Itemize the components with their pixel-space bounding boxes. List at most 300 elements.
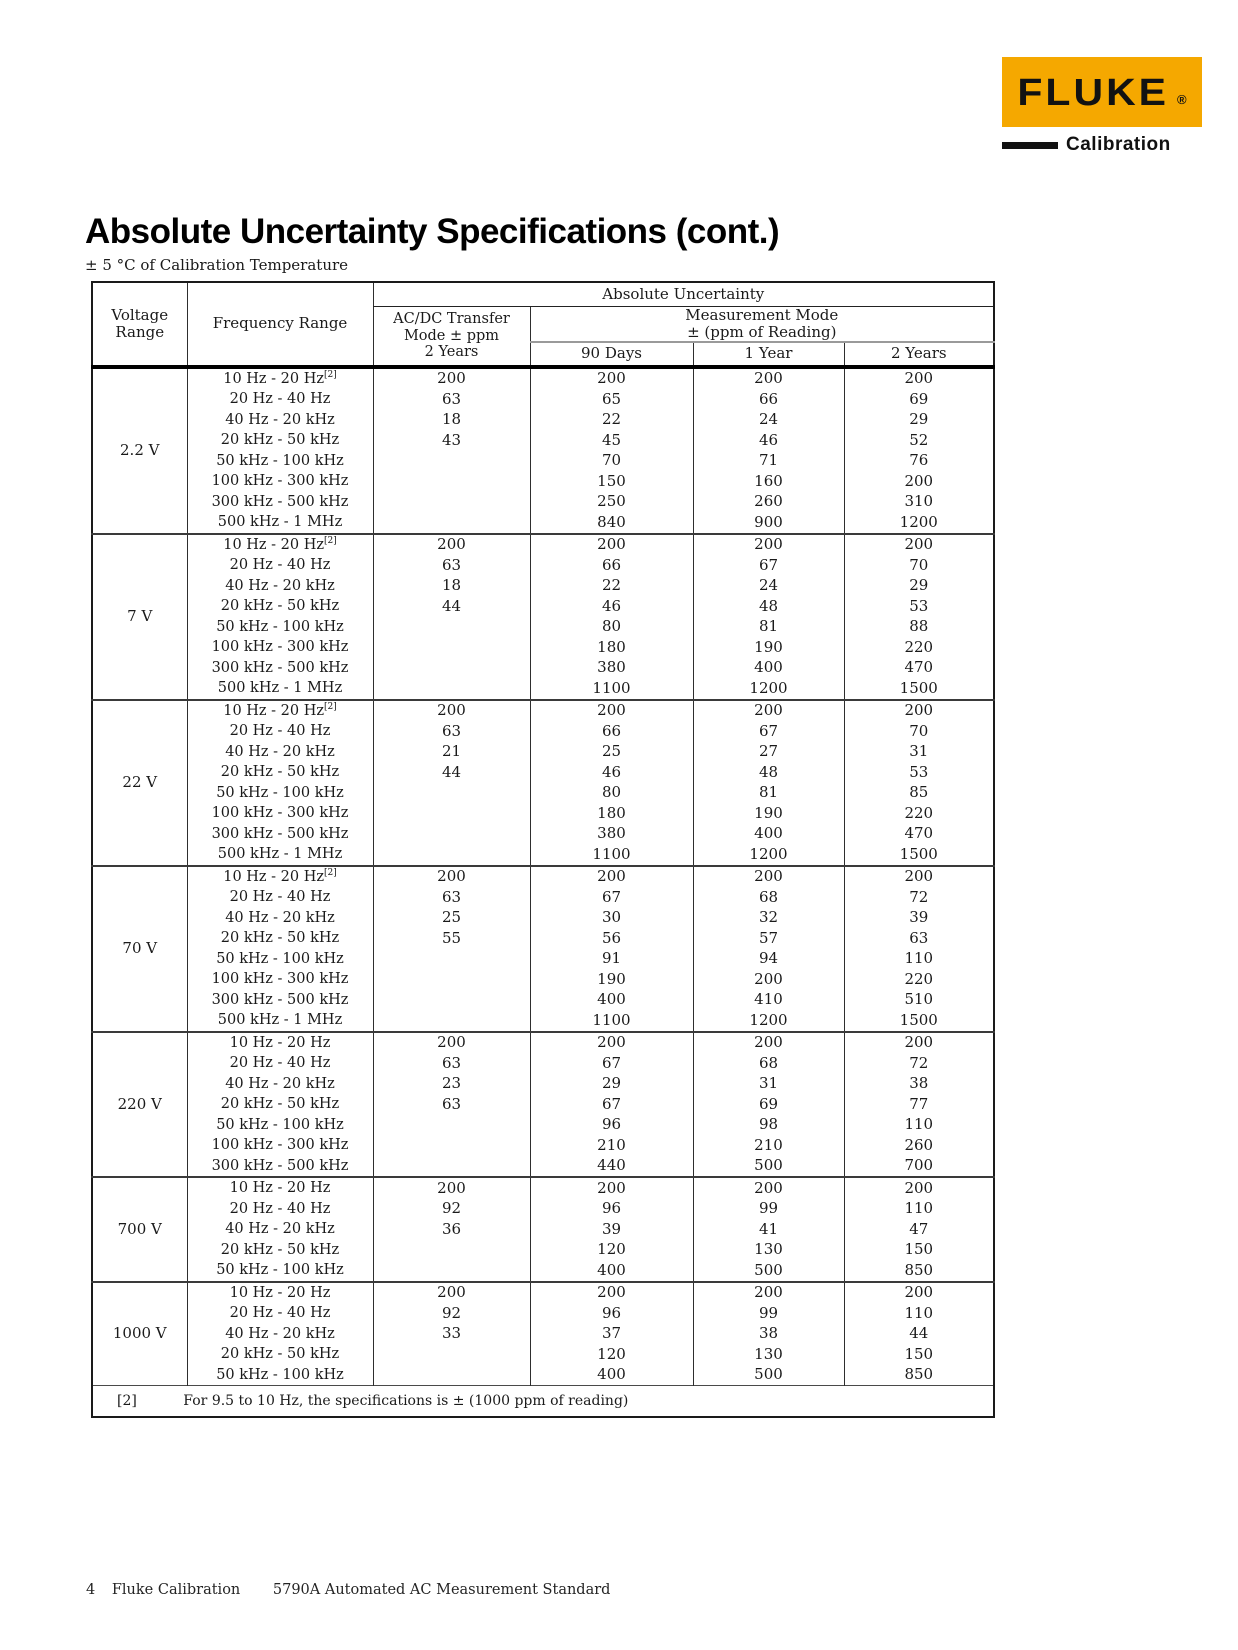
90-days-value: 1100 <box>530 844 693 866</box>
table-row <box>92 1053 994 1074</box>
1-year-value: 71 <box>693 451 844 472</box>
frequency-range-cell: 20 kHz - 50 kHz <box>187 1240 373 1261</box>
90-days-value: 380 <box>530 658 693 679</box>
acdc-header-line2: Mode ± ppm <box>403 327 500 344</box>
table-row <box>92 844 994 866</box>
1-year-value: 99 <box>693 1303 844 1324</box>
acdc-transfer-value <box>373 1365 530 1386</box>
frequency-range-cell: 100 kHz - 300 kHz <box>187 969 373 990</box>
90-days-value: 67 <box>530 1053 693 1074</box>
acdc-transfer-value <box>373 824 530 845</box>
page-footer <box>86 1582 610 1598</box>
footnote-reference: [2] <box>324 701 337 712</box>
2-years-value: 110 <box>844 1115 994 1136</box>
acdc-transfer-value: 44 <box>373 596 530 617</box>
1-year-value: 48 <box>693 596 844 617</box>
frequency-range-cell: 100 kHz - 300 kHz <box>187 471 373 492</box>
1-year-value: 1200 <box>693 844 844 866</box>
2-years-value: 220 <box>844 637 994 658</box>
table-row <box>92 949 994 970</box>
frequency-range-cell: 20 Hz - 40 Hz <box>187 1053 373 1074</box>
table-row <box>92 1156 994 1178</box>
table-row <box>92 1303 994 1324</box>
1-year-value: 38 <box>693 1324 844 1345</box>
voltage-range-cell: 700 V <box>92 1177 187 1282</box>
frequency-range-cell: 20 kHz - 50 kHz <box>187 1094 373 1115</box>
footnote-row <box>92 1386 994 1418</box>
90-days-value: 96 <box>530 1199 693 1220</box>
frequency-range-cell: 20 kHz - 50 kHz <box>187 928 373 949</box>
1-year-value: 81 <box>693 783 844 804</box>
frequency-range-cell: 100 kHz - 300 kHz <box>187 803 373 824</box>
frequency-range-cell: 20 kHz - 50 kHz <box>187 430 373 451</box>
1-year-value: 200 <box>693 969 844 990</box>
acdc-transfer-value: 200 <box>373 1032 530 1054</box>
frequency-range-cell: 500 kHz - 1 MHz <box>187 1010 373 1032</box>
1-year-value: 27 <box>693 742 844 763</box>
90-days-value: 30 <box>530 908 693 929</box>
table-row <box>92 617 994 638</box>
frequency-range-cell: 40 Hz - 20 kHz <box>187 908 373 929</box>
90-days-value: 67 <box>530 1094 693 1115</box>
frequency-range-cell: 500 kHz - 1 MHz <box>187 512 373 534</box>
voltage-range-cell: 2.2 V <box>92 367 187 534</box>
table-row <box>92 803 994 824</box>
acdc-transfer-value <box>373 844 530 866</box>
acdc-transfer-value: 200 <box>373 1282 530 1304</box>
absolute-uncertainty-header: Absolute Uncertainty <box>373 282 994 307</box>
acdc-transfer-value <box>373 658 530 679</box>
table-row <box>92 990 994 1011</box>
table-row <box>92 637 994 658</box>
acdc-transfer-value: 23 <box>373 1074 530 1095</box>
table-row <box>92 512 994 534</box>
90-days-value: 29 <box>530 1074 693 1095</box>
table-row <box>92 389 994 410</box>
frequency-range-cell: 300 kHz - 500 kHz <box>187 658 373 679</box>
2-years-value: 29 <box>844 576 994 597</box>
frequency-range-cell: 20 kHz - 50 kHz <box>187 1344 373 1365</box>
absolute-uncertainty-table <box>91 281 995 1418</box>
fluke-logo-box <box>1002 57 1202 127</box>
acdc-transfer-value <box>373 451 530 472</box>
table-row <box>92 492 994 513</box>
1-year-value: 99 <box>693 1199 844 1220</box>
measurement-mode-line2: ± (ppm of Reading) <box>687 322 837 341</box>
frequency-range-cell: 20 Hz - 40 Hz <box>187 389 373 410</box>
frequency-range-cell: 50 kHz - 100 kHz <box>187 617 373 638</box>
2-years-value: 88 <box>844 617 994 638</box>
1-year-value: 67 <box>693 721 844 742</box>
acdc-transfer-value: 63 <box>373 1053 530 1074</box>
1-year-value: 68 <box>693 1053 844 1074</box>
acdc-transfer-value: 44 <box>373 762 530 783</box>
2-years-value: 150 <box>844 1344 994 1365</box>
table-row <box>92 1260 994 1282</box>
acdc-transfer-value <box>373 1010 530 1032</box>
table-row <box>92 451 994 472</box>
acdc-transfer-value: 36 <box>373 1219 530 1240</box>
table-row <box>92 1177 994 1199</box>
acdc-transfer-value: 18 <box>373 576 530 597</box>
90-days-value: 80 <box>530 783 693 804</box>
2-years-value: 200 <box>844 866 994 888</box>
frequency-range-cell: 500 kHz - 1 MHz <box>187 678 373 700</box>
2-years-value: 200 <box>844 367 994 390</box>
2-years-value: 44 <box>844 1324 994 1345</box>
table-row <box>92 367 994 390</box>
acdc-header-line1: AC/DC Transfer <box>393 311 510 328</box>
frequency-range-cell: 20 Hz - 40 Hz <box>187 555 373 576</box>
table-row <box>92 721 994 742</box>
frequency-range-cell: 10 Hz - 20 Hz <box>187 1282 373 1304</box>
1-year-value: 200 <box>693 1177 844 1199</box>
table-row <box>92 430 994 451</box>
2-years-value: 150 <box>844 1240 994 1261</box>
1-year-value: 48 <box>693 762 844 783</box>
voltage-header-line1: Voltage <box>111 306 169 324</box>
table-row <box>92 1240 994 1261</box>
1-year-value: 32 <box>693 908 844 929</box>
acdc-transfer-value <box>373 1344 530 1365</box>
frequency-range-cell: 20 Hz - 40 Hz <box>187 1303 373 1324</box>
table-row <box>92 908 994 929</box>
1-year-value: 69 <box>693 1094 844 1115</box>
acdc-transfer-value: 200 <box>373 534 530 556</box>
frequency-range-cell: 50 kHz - 100 kHz <box>187 949 373 970</box>
frequency-range-cell: 40 Hz - 20 kHz <box>187 410 373 431</box>
90-days-value: 200 <box>530 866 693 888</box>
1-year-value: 190 <box>693 803 844 824</box>
90-days-value: 210 <box>530 1135 693 1156</box>
acdc-transfer-value <box>373 1115 530 1136</box>
2-years-value: 220 <box>844 803 994 824</box>
voltage-range-cell: 22 V <box>92 700 187 866</box>
acdc-transfer-value: 55 <box>373 928 530 949</box>
frequency-range-cell: 50 kHz - 100 kHz <box>187 1115 373 1136</box>
acdc-transfer-value <box>373 803 530 824</box>
1-year-value: 190 <box>693 637 844 658</box>
frequency-range-header: Frequency Range <box>187 282 373 367</box>
table-row <box>92 1032 994 1054</box>
table-row <box>92 1074 994 1095</box>
acdc-transfer-value: 200 <box>373 367 530 390</box>
2-years-value: 110 <box>844 949 994 970</box>
footnote-text: For 9.5 to 10 Hz, the specifications is ± (1000 ppm of reading) <box>183 1393 629 1410</box>
spec-table-body <box>92 367 994 1386</box>
1-year-value: 57 <box>693 928 844 949</box>
90-days-value: 1100 <box>530 678 693 700</box>
2-years-value: 72 <box>844 887 994 908</box>
90-days-value: 200 <box>530 1177 693 1199</box>
90-days-header: 90 Days <box>530 342 693 367</box>
2-years-value: 1500 <box>844 678 994 700</box>
1-year-value: 200 <box>693 534 844 556</box>
2-years-value: 850 <box>844 1365 994 1386</box>
1-year-value: 1200 <box>693 678 844 700</box>
frequency-range-cell: 10 Hz - 20 Hz <box>187 1177 373 1199</box>
2-years-value: 70 <box>844 555 994 576</box>
2-years-value: 53 <box>844 596 994 617</box>
acdc-transfer-value: 43 <box>373 430 530 451</box>
frequency-range-cell: 10 Hz - 20 Hz[2] <box>187 866 373 888</box>
table-row <box>92 534 994 556</box>
1-year-value: 500 <box>693 1156 844 1178</box>
table-row <box>92 1219 994 1240</box>
1-year-value: 130 <box>693 1240 844 1261</box>
voltage-range-cell: 70 V <box>92 866 187 1032</box>
table-row <box>92 596 994 617</box>
90-days-value: 840 <box>530 512 693 534</box>
1-year-value: 200 <box>693 866 844 888</box>
acdc-transfer-value: 200 <box>373 700 530 722</box>
90-days-value: 200 <box>530 367 693 390</box>
2-years-value: 310 <box>844 492 994 513</box>
voltage-range-header <box>92 282 187 367</box>
frequency-range-cell: 50 kHz - 100 kHz <box>187 783 373 804</box>
2-years-value: 200 <box>844 471 994 492</box>
2-years-value: 110 <box>844 1199 994 1220</box>
acdc-transfer-value: 63 <box>373 887 530 908</box>
1-year-value: 500 <box>693 1365 844 1386</box>
acdc-header-line3: 2 Years <box>424 343 479 360</box>
frequency-range-cell: 500 kHz - 1 MHz <box>187 844 373 866</box>
frequency-range-cell: 20 Hz - 40 Hz <box>187 887 373 908</box>
90-days-value: 65 <box>530 389 693 410</box>
frequency-range-cell: 40 Hz - 20 kHz <box>187 576 373 597</box>
frequency-range-cell: 50 kHz - 100 kHz <box>187 1365 373 1386</box>
1-year-value: 200 <box>693 1282 844 1304</box>
table-row <box>92 1344 994 1365</box>
acdc-transfer-value <box>373 1156 530 1178</box>
table-row <box>92 555 994 576</box>
2-years-value: 63 <box>844 928 994 949</box>
acdc-transfer-value <box>373 617 530 638</box>
90-days-value: 200 <box>530 1032 693 1054</box>
2-years-value: 53 <box>844 762 994 783</box>
2-years-value: 1500 <box>844 844 994 866</box>
acdc-transfer-value: 33 <box>373 1324 530 1345</box>
footnote-marker: [2] <box>117 1393 137 1410</box>
2-years-header: 2 Years <box>844 342 994 367</box>
acdc-transfer-value <box>373 783 530 804</box>
2-years-value: 38 <box>844 1074 994 1095</box>
1-year-value: 200 <box>693 367 844 390</box>
frequency-range-cell: 300 kHz - 500 kHz <box>187 824 373 845</box>
90-days-value: 67 <box>530 887 693 908</box>
frequency-range-cell: 100 kHz - 300 kHz <box>187 637 373 658</box>
acdc-transfer-value: 63 <box>373 721 530 742</box>
voltage-range-cell: 1000 V <box>92 1282 187 1386</box>
frequency-range-cell: 300 kHz - 500 kHz <box>187 990 373 1011</box>
table-row <box>92 887 994 908</box>
table-row <box>92 969 994 990</box>
90-days-value: 25 <box>530 742 693 763</box>
2-years-value: 1500 <box>844 1010 994 1032</box>
table-row <box>92 410 994 431</box>
1-year-value: 67 <box>693 555 844 576</box>
2-years-value: 69 <box>844 389 994 410</box>
2-years-value: 110 <box>844 1303 994 1324</box>
90-days-value: 380 <box>530 824 693 845</box>
logo-tagline <box>1002 134 1202 156</box>
1-year-value: 410 <box>693 990 844 1011</box>
acdc-transfer-value: 63 <box>373 389 530 410</box>
2-years-value: 76 <box>844 451 994 472</box>
2-years-value: 1200 <box>844 512 994 534</box>
2-years-value: 85 <box>844 783 994 804</box>
table-row <box>92 1199 994 1220</box>
footer-product: 5790A Automated AC Measurement Standard <box>272 1582 611 1598</box>
90-days-value: 56 <box>530 928 693 949</box>
90-days-value: 66 <box>530 721 693 742</box>
frequency-range-cell: 20 kHz - 50 kHz <box>187 762 373 783</box>
footnote-cell <box>92 1386 994 1418</box>
2-years-value: 52 <box>844 430 994 451</box>
90-days-value: 22 <box>530 410 693 431</box>
90-days-value: 46 <box>530 762 693 783</box>
frequency-range-cell: 300 kHz - 500 kHz <box>187 492 373 513</box>
table-row <box>92 1135 994 1156</box>
90-days-value: 150 <box>530 471 693 492</box>
frequency-range-cell: 50 kHz - 100 kHz <box>187 1260 373 1282</box>
90-days-value: 37 <box>530 1324 693 1345</box>
acdc-transfer-value <box>373 637 530 658</box>
acdc-transfer-value <box>373 678 530 700</box>
2-years-value: 200 <box>844 700 994 722</box>
1-year-value: 94 <box>693 949 844 970</box>
table-row <box>92 1365 994 1386</box>
1-year-value: 130 <box>693 1344 844 1365</box>
frequency-range-cell: 10 Hz - 20 Hz[2] <box>187 367 373 390</box>
90-days-value: 190 <box>530 969 693 990</box>
table-row <box>92 742 994 763</box>
acdc-transfer-value <box>373 990 530 1011</box>
1-year-value: 200 <box>693 1032 844 1054</box>
table-row <box>92 576 994 597</box>
table-row <box>92 700 994 722</box>
acdc-transfer-value: 92 <box>373 1303 530 1324</box>
frequency-range-cell: 10 Hz - 20 Hz[2] <box>187 534 373 556</box>
1-year-value: 68 <box>693 887 844 908</box>
90-days-value: 120 <box>530 1240 693 1261</box>
measurement-mode-header <box>530 307 994 342</box>
table-row <box>92 1324 994 1345</box>
1-year-value: 81 <box>693 617 844 638</box>
footer-brand: Fluke Calibration <box>111 1582 241 1598</box>
table-row <box>92 678 994 700</box>
acdc-transfer-value: 21 <box>373 742 530 763</box>
90-days-value: 96 <box>530 1115 693 1136</box>
voltage-header-line2: Range <box>115 322 165 341</box>
90-days-value: 180 <box>530 637 693 658</box>
page-number: 4 <box>86 1582 96 1598</box>
frequency-range-cell: 40 Hz - 20 kHz <box>187 1219 373 1240</box>
acdc-transfer-value <box>373 969 530 990</box>
voltage-range-cell: 7 V <box>92 534 187 700</box>
2-years-value: 260 <box>844 1135 994 1156</box>
acdc-transfer-value <box>373 1240 530 1261</box>
acdc-transfer-value: 18 <box>373 410 530 431</box>
1-year-value: 500 <box>693 1260 844 1282</box>
90-days-value: 1100 <box>530 1010 693 1032</box>
fluke-wordmark: FLUKE <box>1017 70 1170 113</box>
90-days-value: 46 <box>530 596 693 617</box>
footnote-reference: [2] <box>324 535 337 546</box>
acdc-transfer-value <box>373 512 530 534</box>
1-year-value: 400 <box>693 824 844 845</box>
2-years-value: 29 <box>844 410 994 431</box>
acdc-transfer-value <box>373 1260 530 1282</box>
acdc-transfer-value <box>373 949 530 970</box>
measurement-mode-line1: Measurement Mode <box>685 306 839 324</box>
2-years-value: 220 <box>844 969 994 990</box>
2-years-value: 850 <box>844 1260 994 1282</box>
acdc-transfer-value <box>373 492 530 513</box>
90-days-value: 39 <box>530 1219 693 1240</box>
frequency-range-cell: 10 Hz - 20 Hz[2] <box>187 700 373 722</box>
90-days-value: 22 <box>530 576 693 597</box>
2-years-value: 200 <box>844 534 994 556</box>
90-days-value: 250 <box>530 492 693 513</box>
1-year-value: 400 <box>693 658 844 679</box>
2-years-value: 39 <box>844 908 994 929</box>
acdc-transfer-value: 63 <box>373 1094 530 1115</box>
table-row <box>92 658 994 679</box>
fluke-logo <box>1002 57 1202 156</box>
90-days-value: 400 <box>530 1260 693 1282</box>
1-year-value: 24 <box>693 576 844 597</box>
90-days-value: 70 <box>530 451 693 472</box>
2-years-value: 31 <box>844 742 994 763</box>
calibration-underline <box>1002 142 1058 149</box>
90-days-value: 400 <box>530 1365 693 1386</box>
90-days-value: 200 <box>530 1282 693 1304</box>
2-years-value: 700 <box>844 1156 994 1178</box>
footnote-reference: [2] <box>324 867 337 878</box>
spec-table-container <box>91 281 995 1418</box>
2-years-value: 77 <box>844 1094 994 1115</box>
table-row <box>92 928 994 949</box>
acdc-transfer-value: 63 <box>373 555 530 576</box>
1-year-value: 160 <box>693 471 844 492</box>
acdc-transfer-value <box>373 1135 530 1156</box>
frequency-range-cell: 300 kHz - 500 kHz <box>187 1156 373 1178</box>
table-row <box>92 1282 994 1304</box>
90-days-value: 200 <box>530 534 693 556</box>
calibration-label: Calibration <box>1066 134 1171 155</box>
frequency-range-cell: 100 kHz - 300 kHz <box>187 1135 373 1156</box>
table-row <box>92 783 994 804</box>
90-days-value: 80 <box>530 617 693 638</box>
frequency-range-cell: 10 Hz - 20 Hz <box>187 1032 373 1054</box>
frequency-range-cell: 50 kHz - 100 kHz <box>187 451 373 472</box>
2-years-value: 200 <box>844 1177 994 1199</box>
2-years-value: 72 <box>844 1053 994 1074</box>
page-subtitle: ± 5 °C of Calibration Temperature <box>85 256 349 274</box>
2-years-value: 200 <box>844 1032 994 1054</box>
1-year-value: 41 <box>693 1219 844 1240</box>
frequency-range-cell: 20 kHz - 50 kHz <box>187 596 373 617</box>
1-year-value: 98 <box>693 1115 844 1136</box>
1-year-value: 900 <box>693 512 844 534</box>
1-year-value: 260 <box>693 492 844 513</box>
frequency-range-cell: 40 Hz - 20 kHz <box>187 742 373 763</box>
table-row <box>92 1010 994 1032</box>
acdc-transfer-value: 200 <box>373 1177 530 1199</box>
2-years-value: 200 <box>844 1282 994 1304</box>
table-row <box>92 762 994 783</box>
